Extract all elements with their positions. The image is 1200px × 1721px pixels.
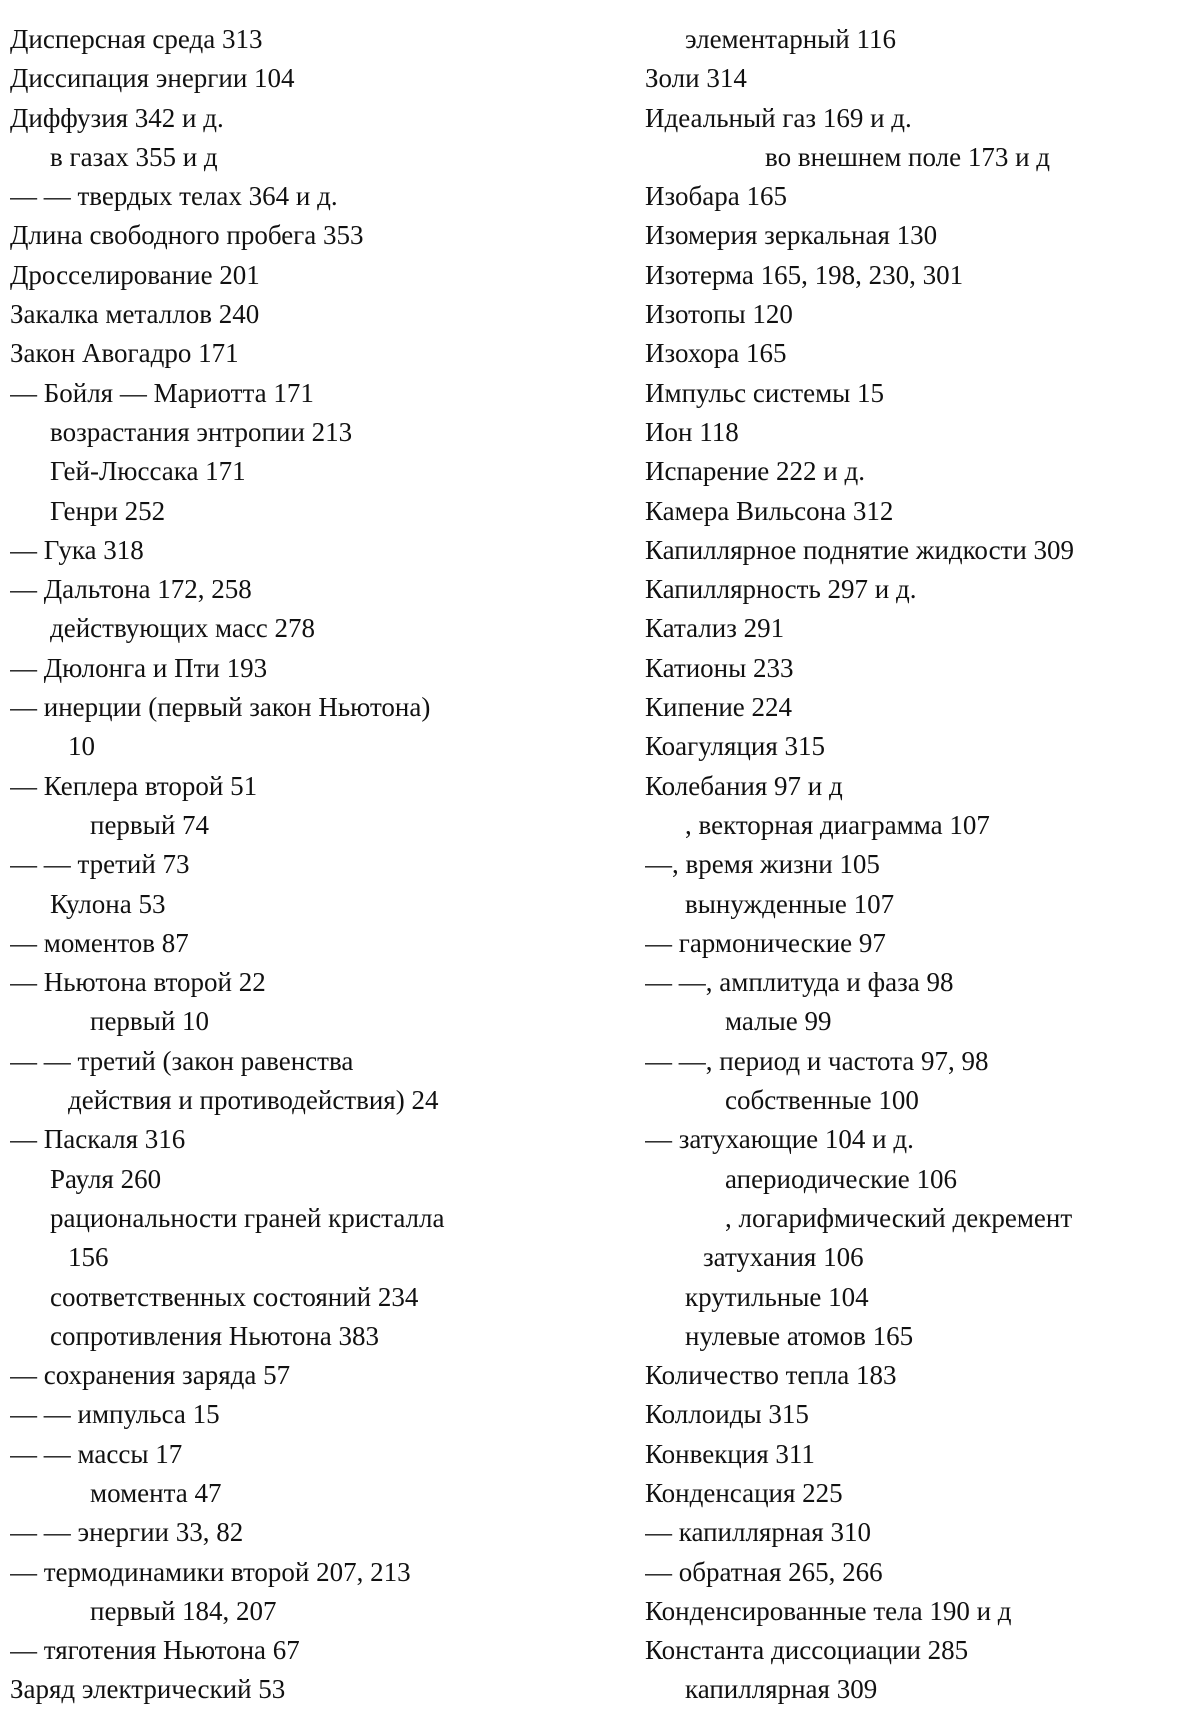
index-entry: рациональности граней кристалла	[50, 1202, 445, 1233]
index-entry: Кулона 53	[50, 888, 166, 919]
index-entry: , векторная диаграмма 107	[685, 809, 990, 840]
index-entry: Заряд электрический 53	[10, 1674, 286, 1705]
index-entry: Диффузия 342 и д.	[10, 102, 224, 133]
index-entry: — Дальтона 172, 258	[10, 574, 252, 605]
index-entry: первый 74	[90, 809, 210, 840]
index-entry: Испарение 222 и д.	[645, 456, 865, 487]
index-entry: апериодические 106	[725, 1163, 957, 1194]
index-entry: — затухающие 104 и д.	[645, 1124, 914, 1155]
index-entry: нулевые атомов 165	[685, 1320, 914, 1351]
index-entry: — Кеплера второй 51	[10, 770, 258, 801]
index-entry: Ион 118	[645, 416, 739, 447]
index-entry: — — твердых телах 364 и д.	[10, 181, 338, 212]
index-entry: — — импульса 15	[10, 1399, 220, 1430]
index-entry: —, время жизни 105	[645, 849, 880, 880]
index-entry: — сохранения заряда 57	[10, 1360, 291, 1391]
index-entry: Диссипация энергии 104	[10, 63, 295, 94]
index-entry: — Гука 318	[10, 534, 144, 565]
index-entry: Конвекция 311	[645, 1438, 815, 1469]
index-entry: — Ньютона второй 22	[10, 967, 266, 998]
index-entry: Капиллярное поднятие жидкости 309	[645, 534, 1075, 565]
index-entry: Количество тепла 183	[645, 1360, 897, 1391]
index-entry: — капиллярная 310	[645, 1517, 871, 1548]
index-column-right	[645, 20, 1195, 1710]
index-entry: Капиллярность 297 и д.	[645, 574, 917, 605]
index-entry: в газах 355 и д	[50, 141, 218, 172]
index-entry: Кипение 224	[645, 692, 793, 723]
index-entry: Гей-Люссака 171	[50, 456, 246, 487]
index-entry: Константа диссоциации 285	[645, 1635, 969, 1666]
index-entry: сопротивления Ньютона 383	[50, 1320, 379, 1351]
index-entry: Коагуляция 315	[645, 731, 825, 762]
index-entry: вынужденные 107	[685, 888, 895, 919]
index-entry: — обратная 265, 266	[645, 1556, 883, 1587]
index-entry: соответственных состояний 234	[50, 1281, 419, 1312]
index-entry: Конденсированные тела 190 и д	[645, 1595, 1012, 1626]
index-entry: Дисперсная среда 313	[10, 24, 263, 54]
index-entry: — —, амплитуда и фаза 98	[645, 967, 954, 998]
index-entry: Катализ 291	[645, 613, 785, 644]
index-entry: Дросселирование 201	[10, 259, 260, 290]
index-entry: Генри 252	[50, 495, 166, 526]
index-entry: — — массы 17	[10, 1438, 183, 1469]
index-entry: возрастания энтропии 213	[50, 416, 353, 447]
index-entry: первый 10	[90, 1006, 210, 1037]
index-entry: капиллярная 309	[685, 1674, 878, 1705]
index-entry: Закон Авогадро 171	[10, 338, 239, 369]
index-entry-continuation: затухания 106	[703, 1242, 864, 1273]
index-entry: Длина свободного пробега 353	[10, 220, 364, 251]
index-entry: Коллоиды 315	[645, 1399, 809, 1430]
index-entry: Изотерма 165, 198, 230, 301	[645, 259, 964, 290]
index-entry: Изохора 165	[645, 338, 787, 369]
index-entry: Изотопы 120	[645, 299, 793, 330]
index-entry: — — третий (закон равенства	[10, 1045, 354, 1076]
index-entry-continuation: 10	[68, 731, 95, 762]
index-entry: Катионы 233	[645, 652, 794, 683]
index-entry: действующих масс 278	[50, 613, 316, 644]
index-entry: момента 47	[90, 1477, 222, 1508]
index-entry: Идеальный газ 169 и д.	[645, 102, 912, 133]
index-entry-continuation: действия и противодействия) 24	[68, 1085, 439, 1116]
index-entry: — инерции (первый закон Ньютона)	[10, 692, 431, 723]
index-entry: Изобара 165	[645, 181, 787, 212]
index-entry: во внешнем поле 173 и д	[765, 141, 1051, 172]
index-entry: Импульс системы 15	[645, 377, 885, 408]
index-entry: Золи 314	[645, 63, 747, 94]
index-entry: — термодинамики второй 207, 213	[10, 1556, 411, 1587]
index-entry: — Бойля — Мариотта 171	[10, 377, 314, 408]
index-entry: Колебания 97 и д	[645, 770, 843, 801]
index-entry: — моментов 87	[10, 927, 189, 958]
index-entry: Рауля 260	[50, 1163, 162, 1194]
index-entry-continuation: 156	[68, 1242, 109, 1273]
index-entry: — —, период и частота 97, 98	[645, 1045, 989, 1076]
index-entry: , логарифмический декремент	[725, 1202, 1073, 1233]
index-entry: — — энергии 33, 82	[10, 1517, 244, 1548]
index-entry: — тяготения Ньютона 67	[10, 1635, 300, 1666]
index-entry: Закалка металлов 240	[10, 299, 260, 330]
index-entry: — гармонические 97	[645, 927, 886, 958]
index-entry: Конденсация 225	[645, 1477, 843, 1508]
index-entry: Изомерия зеркальная 130	[645, 220, 938, 251]
index-entry: Камера Вильсона 312	[645, 495, 894, 526]
index-entry: крутильные 104	[685, 1281, 869, 1312]
index-column-left	[10, 20, 570, 1710]
index-entry: малые 99	[725, 1006, 832, 1037]
index-entry: — Дюлонга и Пти 193	[10, 652, 268, 683]
index-entry: собственные 100	[725, 1085, 919, 1116]
index-entry: элементарный 116	[685, 24, 896, 54]
index-entry: — — третий 73	[10, 849, 190, 880]
index-entry: первый 184, 207	[90, 1595, 277, 1626]
index-entry: — Паскаля 316	[10, 1124, 186, 1155]
